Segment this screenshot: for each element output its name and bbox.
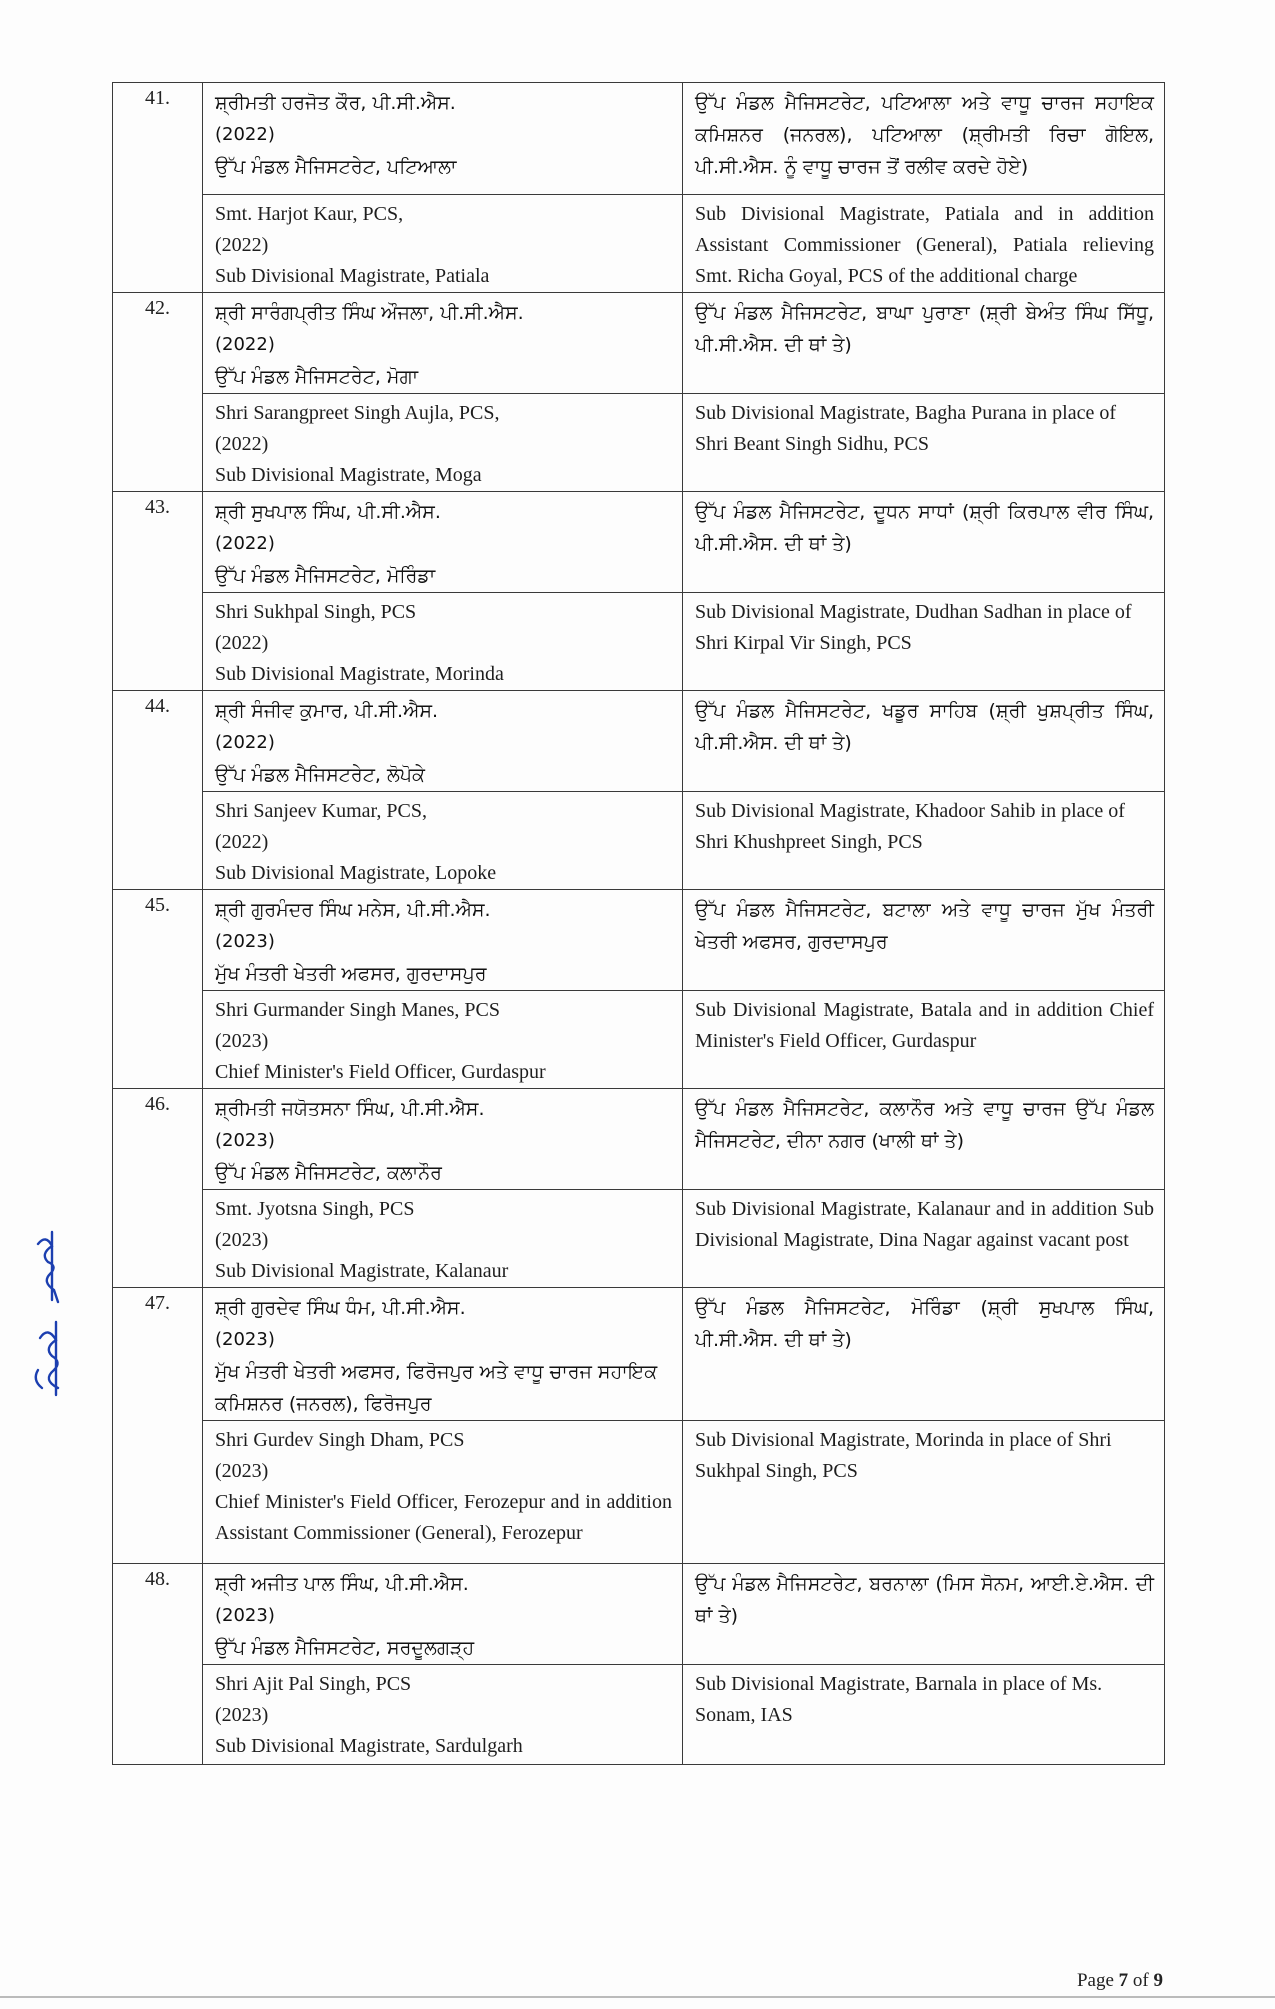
batch-year-pa: (2023) [215, 1605, 275, 1626]
officer-name-pa: ਸ਼੍ਰੀ ਸੰਜੀਵ ਕੁਮਾਰ, ਪੀ.ਸੀ.ਐਸ. [215, 700, 439, 722]
serial-number: 43. [113, 492, 203, 691]
officer-name-en: Shri Ajit Pal Singh, PCS [215, 1673, 412, 1695]
batch-year-en: (2023) [215, 1030, 269, 1052]
table-row-punjabi [113, 293, 1165, 394]
current-post-pa: ਉੱਪ ਮੰਡਲ ਮੈਜਿਸਟਰੇਟ, ਲੋਪੋਕੇ [215, 764, 426, 786]
batch-year-pa: (2022) [215, 334, 275, 355]
from-english-cell [203, 1665, 683, 1765]
serial-number: 46. [113, 1089, 203, 1288]
from-english-cell [203, 1421, 683, 1564]
posted-to-punjabi-cell: ਉੱਪ ਮੰਡਲ ਮੈਜਿਸਟਰੇਟ, ਬਾਘਾ ਪੁਰਾਣਾ (ਸ਼੍ਰੀ ਬੇਅੰਤ ਸਿੰਘ ਸਿੱਧੂ, ਪੀ.ਸੀ.ਐਸ. ਦੀ ਥਾਂ ਤੇ) [683, 293, 1165, 394]
batch-year-pa: (2022) [215, 732, 275, 753]
current-post-en: Sub Divisional Magistrate, Lopoke [215, 862, 497, 884]
posted-to-punjabi-cell: ਉੱਪ ਮੰਡਲ ਮੈਜਿਸਟਰੇਟ, ਪਟਿਆਲਾ ਅਤੇ ਵਾਧੂ ਚਾਰਜ ਸਹਾਇਕ ਕਮਿਸ਼ਨਰ (ਜਨਰਲ), ਪਟਿਆਲਾ (ਸ਼੍ਰੀਮਤੀ ਰਿਚਾ ਗੋਇਲ, ਪੀ.ਸੀ.ਐਸ. ਨੂੰ ਵਾਧੂ ਚਾਰਜ ਤੋਂ ਰਲੀਵ ਕਰਦੇ ਹੋਏ) [683, 83, 1165, 195]
posted-to-punjabi-cell: ਉੱਪ ਮੰਡਲ ਮੈਜਿਸਟਰੇਟ, ਬਟਾਲਾ ਅਤੇ ਵਾਧੂ ਚਾਰਜ ਮੁੱਖ ਮੰਤਰੀ ਖੇਤਰੀ ਅਫਸਰ, ਗੁਰਦਾਸਪੁਰ [683, 890, 1165, 991]
officer-name-pa: ਸ਼੍ਰੀਮਤੀ ਜਯੋਤਸਨਾ ਸਿੰਘ, ਪੀ.ਸੀ.ਐਸ. [215, 1098, 485, 1120]
batch-year-en: (2023) [215, 1704, 269, 1726]
current-post-en: Sub Divisional Magistrate, Kalanaur [215, 1260, 509, 1282]
posted-to-english-cell: Sub Divisional Magistrate, Morinda in place of Shri Sukhpal Singh, PCS [683, 1421, 1165, 1564]
officer-name-pa: ਸ਼੍ਰੀਮਤੀ ਹਰਜੋਤ ਕੌਰ, ਪੀ.ਸੀ.ਐਸ. [215, 92, 456, 114]
table-row-punjabi [113, 1564, 1165, 1665]
batch-year-en: (2022) [215, 632, 269, 654]
page-number [1077, 1970, 1163, 1992]
posted-to-english-cell: Sub Divisional Magistrate, Dudhan Sadhan in place of Shri Kirpal Vir Singh, PCS [683, 593, 1165, 691]
serial-number: 47. [113, 1288, 203, 1564]
serial-number: 48. [113, 1564, 203, 1765]
table-row-english [113, 394, 1165, 492]
batch-year-en: (2022) [215, 433, 269, 455]
table-row-punjabi [113, 1288, 1165, 1421]
from-punjabi-cell [203, 293, 683, 394]
batch-year-en: (2023) [215, 1229, 269, 1251]
serial-number: 42. [113, 293, 203, 492]
officer-name-en: Shri Sanjeev Kumar, PCS, [215, 800, 427, 822]
from-english-cell [203, 593, 683, 691]
from-punjabi-cell [203, 890, 683, 991]
officer-name-pa: ਸ਼੍ਰੀ ਗੁਰਮੰਦਰ ਸਿੰਘ ਮਨੇਸ, ਪੀ.ਸੀ.ਐਸ. [215, 899, 491, 921]
posted-to-english-cell: Sub Divisional Magistrate, Patiala and in addition Assistant Commissioner (General), Patiala relieving Smt. Richa Goyal, PCS of the additional charge [683, 195, 1165, 293]
table-row-english [113, 1190, 1165, 1288]
officer-name-pa: ਸ਼੍ਰੀ ਅਜੀਤ ਪਾਲ ਸਿੰਘ, ਪੀ.ਸੀ.ਐਸ. [215, 1573, 469, 1595]
posted-to-english-cell: Sub Divisional Magistrate, Barnala in place of Ms. Sonam, IAS [683, 1665, 1165, 1765]
officer-name-en: Shri Gurmander Singh Manes, PCS [215, 999, 500, 1021]
from-english-cell [203, 792, 683, 890]
table-row-punjabi [113, 492, 1165, 593]
from-punjabi-cell [203, 691, 683, 792]
serial-number: 45. [113, 890, 203, 1089]
page-of: of [1128, 1970, 1154, 1991]
batch-year-en: (2022) [215, 234, 269, 256]
table-row-english [113, 792, 1165, 890]
current-post-pa: ਉੱਪ ਮੰਡਲ ਮੈਜਿਸਟਰੇਟ, ਸਰਦੂਲਗੜ੍ਹ [215, 1637, 475, 1659]
batch-year-en: (2023) [215, 1460, 269, 1482]
posted-to-punjabi-cell: ਉੱਪ ਮੰਡਲ ਮੈਜਿਸਟਰੇਟ, ਮੋਰਿੰਡਾ (ਸ਼੍ਰੀ ਸੁਖਪਾਲ ਸਿੰਘ, ਪੀ.ਸੀ.ਐਸ. ਦੀ ਥਾਂ ਤੇ) [683, 1288, 1165, 1421]
current-post-pa: ਮੁੱਖ ਮੰਤਰੀ ਖੇਤਰੀ ਅਫਸਰ, ਗੁਰਦਾਸਪੁਰ [215, 963, 487, 985]
posted-to-punjabi-cell: ਉੱਪ ਮੰਡਲ ਮੈਜਿਸਟਰੇਟ, ਖਡੂਰ ਸਾਹਿਬ (ਸ਼੍ਰੀ ਖੁਸ਼ਪ੍ਰੀਤ ਸਿੰਘ, ਪੀ.ਸੀ.ਐਸ. ਦੀ ਥਾਂ ਤੇ) [683, 691, 1165, 792]
current-post-pa: ਮੁੱਖ ਮੰਤਰੀ ਖੇਤਰੀ ਅਫਸਰ, ਫਿਰੋਜਪੁਰ ਅਤੇ ਵਾਧੂ ਚਾਰਜ ਸਹਾਇਕ ਕਮਿਸ਼ਨਰ (ਜਨਰਲ), ਫਿਰੋਜਪੁਰ [215, 1361, 658, 1415]
table-row-english [113, 1665, 1165, 1765]
posted-to-english-cell: Sub Divisional Magistrate, Khadoor Sahib in place of Shri Khushpreet Singh, PCS [683, 792, 1165, 890]
batch-year-pa: (2023) [215, 931, 275, 952]
page-prefix: Page [1076, 1970, 1119, 1991]
current-post-en: Chief Minister's Field Officer, Ferozepur and in addition Assistant Commissioner (General), Ferozepur [215, 1491, 672, 1544]
table-row-punjabi [113, 83, 1165, 195]
from-english-cell [203, 991, 683, 1089]
table-row-english [113, 1421, 1165, 1564]
posted-to-punjabi-cell: ਉੱਪ ਮੰਡਲ ਮੈਜਿਸਟਰੇਟ, ਦੂਧਨ ਸਾਧਾਂ (ਸ਼੍ਰੀ ਕਿਰਪਾਲ ਵੀਰ ਸਿੰਘ, ਪੀ.ਸੀ.ਐਸ. ਦੀ ਥਾਂ ਤੇ) [683, 492, 1165, 593]
current-post-pa: ਉੱਪ ਮੰਡਲ ਮੈਜਿਸਟਰੇਟ, ਮੋਰਿੰਡਾ [215, 565, 436, 587]
serial-number: 44. [113, 691, 203, 890]
current-post-en: Sub Divisional Magistrate, Morinda [215, 663, 504, 685]
officer-name-en: Smt. Harjot Kaur, PCS, [215, 203, 404, 225]
officer-name-en: Shri Sukhpal Singh, PCS [215, 601, 417, 623]
from-english-cell [203, 1190, 683, 1288]
batch-year-en: (2022) [215, 831, 269, 853]
officer-name-pa: ਸ਼੍ਰੀ ਸਾਰੰਗਪ੍ਰੀਤ ਸਿੰਘ ਔਜਲਾ, ਪੀ.ਸੀ.ਐਸ. [215, 302, 524, 324]
current-post-pa: ਉੱਪ ਮੰਡਲ ਮੈਜਿਸਟਰੇਟ, ਕਲਾਨੌਰ [215, 1162, 442, 1184]
from-punjabi-cell [203, 492, 683, 593]
serial-number: 41. [113, 83, 203, 293]
handwritten-signature [18, 1230, 78, 1400]
current-post-en: Chief Minister's Field Officer, Gurdaspur [215, 1061, 546, 1083]
current-post-pa: ਉੱਪ ਮੰਡਲ ਮੈਜਿਸਟਰੇਟ, ਪਟਿਆਲਾ [215, 156, 457, 178]
from-punjabi-cell [203, 1288, 683, 1421]
from-english-cell [203, 394, 683, 492]
page-current: 7 [1118, 1970, 1129, 1991]
officer-name-en: Shri Sarangpreet Singh Aujla, PCS, [215, 402, 500, 424]
officer-name-pa: ਸ਼੍ਰੀ ਸੁਖਪਾਲ ਸਿੰਘ, ਪੀ.ਸੀ.ਐਸ. [215, 501, 441, 523]
officer-name-en: Shri Gurdev Singh Dham, PCS [215, 1429, 465, 1451]
table-row-english [113, 195, 1165, 293]
from-punjabi-cell [203, 1089, 683, 1190]
table-row-punjabi [113, 691, 1165, 792]
posted-to-english-cell: Sub Divisional Magistrate, Bagha Purana in place of Shri Beant Singh Sidhu, PCS [683, 394, 1165, 492]
from-english-cell [203, 195, 683, 293]
posted-to-punjabi-cell: ਉੱਪ ਮੰਡਲ ਮੈਜਿਸਟਰੇਟ, ਬਰਨਾਲਾ (ਮਿਸ ਸੋਨਮ, ਆਈ.ਏ.ਐਸ. ਦੀ ਥਾਂ ਤੇ) [683, 1564, 1165, 1665]
table-row-english [113, 991, 1165, 1089]
from-punjabi-cell [203, 1564, 683, 1665]
officer-name-pa: ਸ਼੍ਰੀ ਗੁਰਦੇਵ ਸਿੰਘ ਧੰਮ, ਪੀ.ਸੀ.ਐਸ. [215, 1297, 466, 1319]
current-post-pa: ਉੱਪ ਮੰਡਲ ਮੈਜਿਸਟਰੇਟ, ਮੋਗਾ [215, 366, 419, 388]
table-row-english [113, 593, 1165, 691]
table-row-punjabi [113, 890, 1165, 991]
current-post-en: Sub Divisional Magistrate, Sardulgarh [215, 1735, 523, 1757]
current-post-en: Sub Divisional Magistrate, Moga [215, 464, 482, 486]
scan-edge-line [0, 1996, 1275, 1998]
officer-name-en: Smt. Jyotsna Singh, PCS [215, 1198, 415, 1220]
batch-year-pa: (2023) [215, 1130, 275, 1151]
from-punjabi-cell [203, 83, 683, 195]
posted-to-english-cell: Sub Divisional Magistrate, Kalanaur and in addition Sub Divisional Magistrate, Dina Nagar against vacant post [683, 1190, 1165, 1288]
batch-year-pa: (2023) [215, 1329, 275, 1350]
table-row-punjabi [113, 1089, 1165, 1190]
batch-year-pa: (2022) [215, 533, 275, 554]
posted-to-english-cell: Sub Divisional Magistrate, Batala and in addition Chief Minister's Field Officer, Gurdaspur [683, 991, 1165, 1089]
current-post-en: Sub Divisional Magistrate, Patiala [215, 265, 490, 287]
posting-table [112, 82, 1165, 1765]
posted-to-punjabi-cell: ਉੱਪ ਮੰਡਲ ਮੈਜਿਸਟਰੇਟ, ਕਲਾਨੌਰ ਅਤੇ ਵਾਧੂ ਚਾਰਜ ਉੱਪ ਮੰਡਲ ਮੈਜਿਸਟਰੇਟ, ਦੀਨਾ ਨਗਰ (ਖਾਲੀ ਥਾਂ ਤੇ) [683, 1089, 1165, 1190]
page-total: 9 [1153, 1970, 1163, 1991]
batch-year-pa: (2022) [215, 124, 275, 145]
